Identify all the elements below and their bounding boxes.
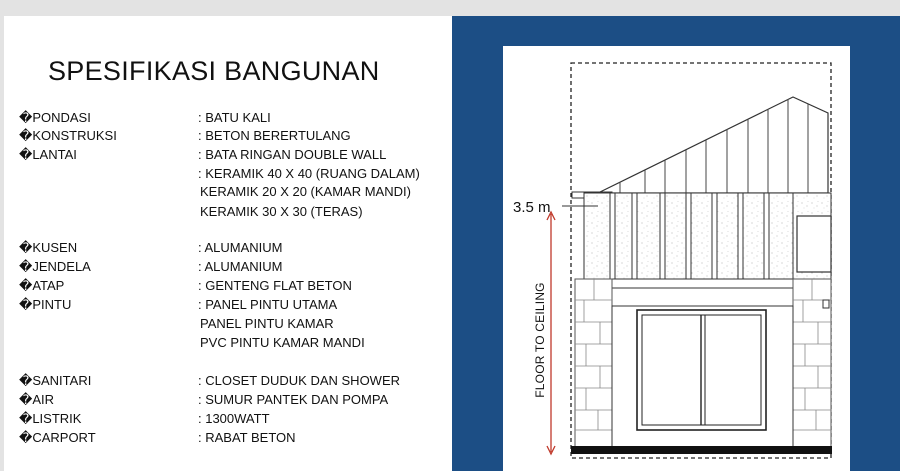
floor-to-ceiling-label: FLOOR TO CEILING <box>533 282 547 398</box>
spec-label-pintu: �PINTU <box>19 297 72 312</box>
spec-value-air: : SUMUR PANTEK DAN POMPA <box>198 392 389 407</box>
spec-value-lantai-3: KERAMIK 20 X 20 (KAMAR MANDI) <box>200 184 411 199</box>
ground-line <box>571 446 832 454</box>
spec-value-jendela: : ALUMANIUM <box>198 259 283 274</box>
left-column <box>575 279 612 449</box>
spec-value-sanitari: : CLOSET DUDUK DAN SHOWER <box>198 373 401 388</box>
spec-value-kusen: : ALUMANIUM <box>198 240 283 255</box>
slab-fascia <box>584 288 799 306</box>
spec-value-atap: : GENTENG FLAT BETON <box>198 278 352 293</box>
spec-label-air: �AIR <box>19 392 55 407</box>
spec-value-pondasi: : BATU KALI <box>198 110 271 125</box>
spec-value-pintu-3: PVC PINTU KAMAR MANDI <box>200 335 365 350</box>
spec-label-kusen: �KUSEN <box>19 240 78 255</box>
height-label: 3.5 m <box>513 199 551 216</box>
spec-value-lantai-2: : KERAMIK 40 X 40 (RUANG DALAM) <box>198 166 420 181</box>
spec-value-lantai: : BATA RINGAN DOUBLE WALL <box>198 147 387 162</box>
spec-label-jendela: �JENDELA <box>19 259 91 274</box>
page-title: SPESIFIKASI BANGUNAN <box>48 56 380 86</box>
right-window <box>797 216 831 272</box>
spec-value-lantai-4: KERAMIK 30 X 30 (TERAS) <box>200 204 363 219</box>
spec-value-konstruksi: : BETON BERERTULANG <box>198 128 351 143</box>
spec-label-pondasi: �PONDASI <box>19 110 91 125</box>
spec-label-listrik: �LISTRIK <box>19 411 82 426</box>
spec-value-carport: : RABAT BETON <box>198 430 296 445</box>
spec-value-pintu: : PANEL PINTU UTAMA <box>198 297 338 312</box>
floor-slab <box>584 279 799 288</box>
spec-label-lantai: �LANTAI <box>19 147 77 162</box>
spec-label-sanitari: �SANITARI <box>19 373 92 388</box>
right-column-lamp <box>823 300 829 308</box>
spec-value-listrik: : 1300WATT <box>198 411 270 426</box>
spec-label-atap: �ATAP <box>19 278 65 293</box>
spec-label-konstruksi: �KONSTRUKSI <box>19 128 117 143</box>
roof-gable <box>598 97 828 193</box>
spec-value-pintu-2: PANEL PINTU KAMAR <box>200 316 334 331</box>
height-dimension <box>547 212 555 454</box>
spec-label-carport: �CARPORT <box>19 430 96 445</box>
